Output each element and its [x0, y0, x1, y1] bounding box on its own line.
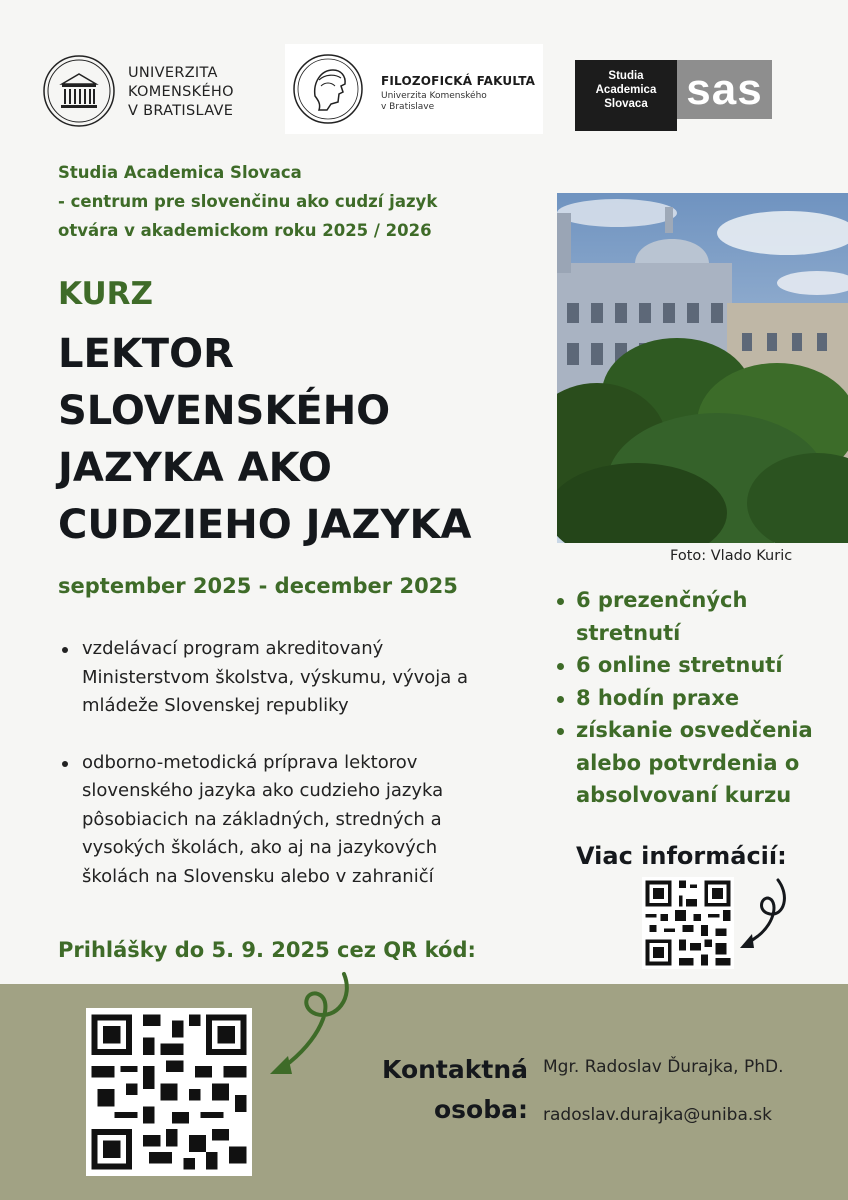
sas-line2: Academica — [595, 84, 657, 96]
details-list — [60, 635, 500, 919]
ff-logo — [285, 44, 543, 134]
sas-line3: Slovaca — [604, 98, 648, 110]
contact-name: Mgr. Radoslav Ďurajka, PhD. — [543, 1057, 784, 1077]
course-label: KURZ — [58, 276, 153, 312]
application-qr-code-icon[interactable] — [86, 1008, 252, 1176]
application-deadline: Prihlášky do 5. 9. 2025 cez QR kód: — [58, 938, 476, 962]
detail-item: odborno-metodická príprava lektorov slovenského jazyka ako cudzieho jazyka pôsobiacich na základných, stredných a vysokých školách, ako aj na jazykových školách na Slovensku alebo v zahraničí — [60, 749, 500, 892]
curved-arrow-icon — [260, 970, 360, 1090]
university-emblem-icon — [42, 54, 116, 128]
contact-label-line1: Kontaktná — [382, 1055, 528, 1084]
highlights-list — [557, 584, 847, 812]
faculty-sub-line2: v Bratislave — [381, 102, 435, 112]
course-title — [58, 326, 471, 554]
course-title-line2: SLOVENSKÉHO — [58, 388, 391, 434]
uk-name-line1: UNIVERZITA — [128, 65, 218, 81]
uk-name-line3: V BRATISLAVE — [128, 103, 234, 119]
intro-line2: - centrum pre slovenčinu ako cudzí jazyk — [58, 192, 438, 211]
highlight-item: získanie osvedčenia alebo potvrdenia o absolvovaní kurzu — [557, 714, 847, 812]
uk-name-line2: KOMENSKÉHO — [128, 84, 234, 100]
course-title-line1: LEKTOR — [58, 331, 234, 377]
intro-line1: Studia Academica Slovaca — [58, 163, 302, 182]
highlight-item: 8 hodín praxe — [557, 682, 847, 715]
contact-label — [368, 1050, 528, 1130]
sas-mark: sas — [677, 60, 772, 119]
course-title-line4: CUDZIEHO JAZYKA — [58, 502, 472, 548]
curved-arrow-icon — [734, 876, 798, 956]
sas-logo — [575, 60, 772, 131]
more-info-heading: Viac informácií: — [576, 842, 787, 870]
highlight-item: 6 online stretnutí — [557, 649, 847, 682]
highlight-item: 6 prezenčných stretnutí — [557, 584, 847, 649]
sas-line1: Studia — [608, 70, 644, 82]
course-dates: september 2025 - december 2025 — [58, 574, 458, 598]
photo-credit: Foto: Vlado Kuric — [670, 548, 793, 564]
intro-block — [58, 158, 528, 245]
uk-logo — [42, 54, 267, 130]
athena-head-icon — [291, 52, 365, 126]
faculty-sub-line1: Univerzita Komenského — [381, 91, 487, 101]
info-qr-code-icon[interactable] — [642, 877, 734, 969]
building-photo — [557, 193, 848, 543]
contact-label-line2: osoba: — [434, 1095, 528, 1124]
course-title-line3: JAZYKA AKO — [58, 445, 332, 491]
contact-email-link[interactable]: radoslav.durajka@uniba.sk — [543, 1105, 772, 1125]
faculty-title: FILOZOFICKÁ FAKULTA — [381, 74, 536, 88]
detail-item: vzdelávací program akreditovaný Ministerstvom školstva, výskumu, vývoja a mládeže Slovenskej republiky — [60, 635, 500, 721]
intro-line3: otvára v akademickom roku 2025 / 2026 — [58, 221, 432, 240]
